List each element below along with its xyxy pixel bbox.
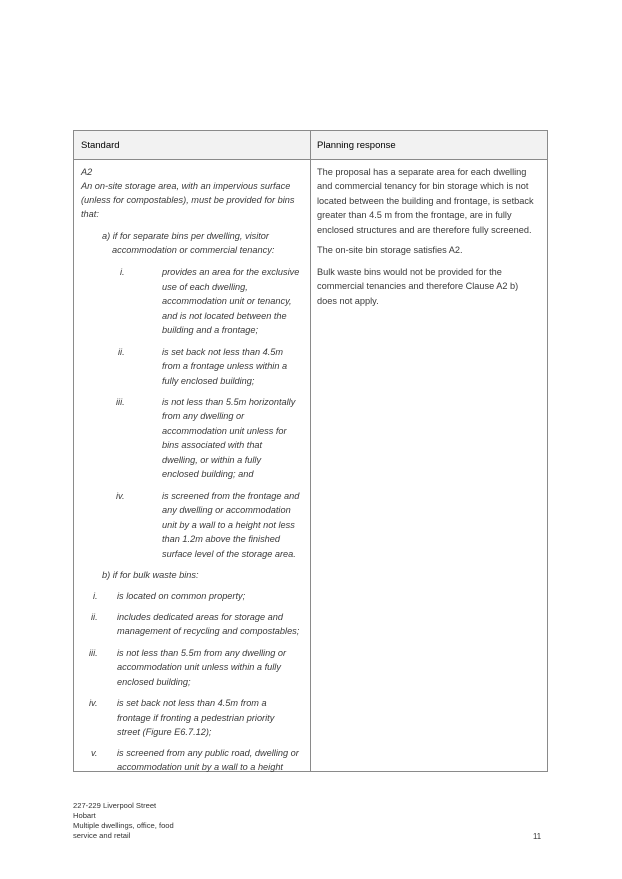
footer-address: 227-229 Liverpool Street: [73, 801, 157, 810]
list-item-line: is not less than 5.5m horizontally: [162, 397, 296, 407]
footer-project: service and retail: [73, 831, 131, 840]
list-num: v.: [91, 748, 98, 758]
list-num: iii.: [116, 397, 125, 407]
list-item-line: provides an area for the exclusive: [162, 267, 300, 277]
list-item-line: building and a frontage;: [162, 325, 259, 335]
list-item-line: accommodation unit or tenancy,: [162, 296, 292, 306]
list-item-line: street (Figure E6.7.12);: [117, 727, 212, 737]
list-item-line: from any dwelling or: [162, 411, 245, 421]
list-item-line: dwelling, or within a fully: [162, 455, 262, 465]
list-num: i.: [120, 267, 125, 277]
clause-a-label: accommodation or commercial tenancy:: [112, 245, 275, 255]
list-item-line: fully enclosed building;: [162, 376, 255, 386]
column-divider: [310, 131, 311, 771]
standard-code: A2: [81, 167, 93, 177]
standard-intro-line: An on-site storage area, with an impervious surface: [81, 181, 291, 191]
list-item-line: is set back not less than 4.5m from a: [117, 698, 267, 708]
list-num: iv.: [116, 491, 125, 501]
list-item-line: is screened from any public road, dwelling or: [117, 748, 299, 758]
list-item-line: than 1.2m above the finished: [162, 534, 280, 544]
list-item-line: surface level of the storage area.: [162, 549, 296, 559]
standard-intro-line: that:: [81, 209, 99, 219]
list-item-line: enclosed building;: [117, 677, 191, 687]
list-item-line: enclosed building; and: [162, 469, 254, 479]
list-item-line: is located on common property;: [117, 591, 246, 601]
list-num: iv.: [89, 698, 98, 708]
response-line: Bulk waste bins would not be provided for the: [317, 267, 502, 277]
list-num: ii.: [118, 347, 125, 357]
list-item-line: is screened from the frontage and: [162, 491, 300, 501]
list-num: ii.: [91, 612, 98, 622]
response-line: does not apply.: [317, 296, 379, 306]
list-item-line: accommodation unit unless within a fully: [117, 662, 281, 672]
list-item-line: includes dedicated areas for storage and: [117, 612, 283, 622]
list-item-line: is not less than 5.5m from any dwelling or: [117, 648, 287, 658]
page-footer: [73, 801, 174, 841]
list-item-line: unit by a wall to a height not less: [162, 520, 295, 530]
list-item-line: bins associated with that: [162, 440, 263, 450]
response-line: The on-site bin storage satisfies A2.: [317, 245, 463, 255]
response-line: and commercial tenancy for bin storage which is not: [317, 181, 529, 191]
clause-b-label: b) if for bulk waste bins:: [102, 570, 199, 580]
list-item-line: use of each dwelling,: [162, 282, 248, 292]
list-item-line: frontage if fronting a pedestrian priority: [117, 713, 275, 723]
list-item-line: any dwelling or accommodation: [162, 505, 291, 515]
list-num: iii.: [89, 648, 98, 658]
header-standard: Standard: [81, 140, 120, 151]
response-line: located between the building and frontage, is setback: [317, 196, 534, 206]
response-line: The proposal has a separate area for each dwelling: [317, 167, 527, 177]
response-line: commercial tenancies and therefore Clause A2 b): [317, 281, 519, 291]
standards-table: [73, 130, 548, 772]
response-line: enclosed structures and are therefore fully screened.: [317, 225, 532, 235]
footer-city: Hobart: [73, 811, 96, 820]
list-item-line: and is not located between the: [162, 311, 287, 321]
page-number: 11: [533, 832, 542, 841]
header-planning-response: Planning response: [317, 140, 396, 151]
list-item-line: accommodation unit by a wall to a height: [117, 762, 283, 772]
list-item-line: management of recycling and compostables;: [117, 626, 300, 636]
standard-intro-line: (unless for compostables), must be provided for bins: [81, 195, 295, 205]
list-item-line: from a frontage unless within a: [162, 361, 288, 371]
footer-project: Multiple dwellings, office, food: [73, 821, 174, 830]
list-item-line: accommodation unit unless for: [162, 426, 287, 436]
clause-a-label: a) if for separate bins per dwelling, visitor: [102, 231, 269, 241]
list-item-line: is set back not less than 4.5m: [162, 347, 284, 357]
list-num: i.: [93, 591, 98, 601]
response-line: greater than 4.5 m from the frontage, are in fully: [317, 210, 512, 220]
